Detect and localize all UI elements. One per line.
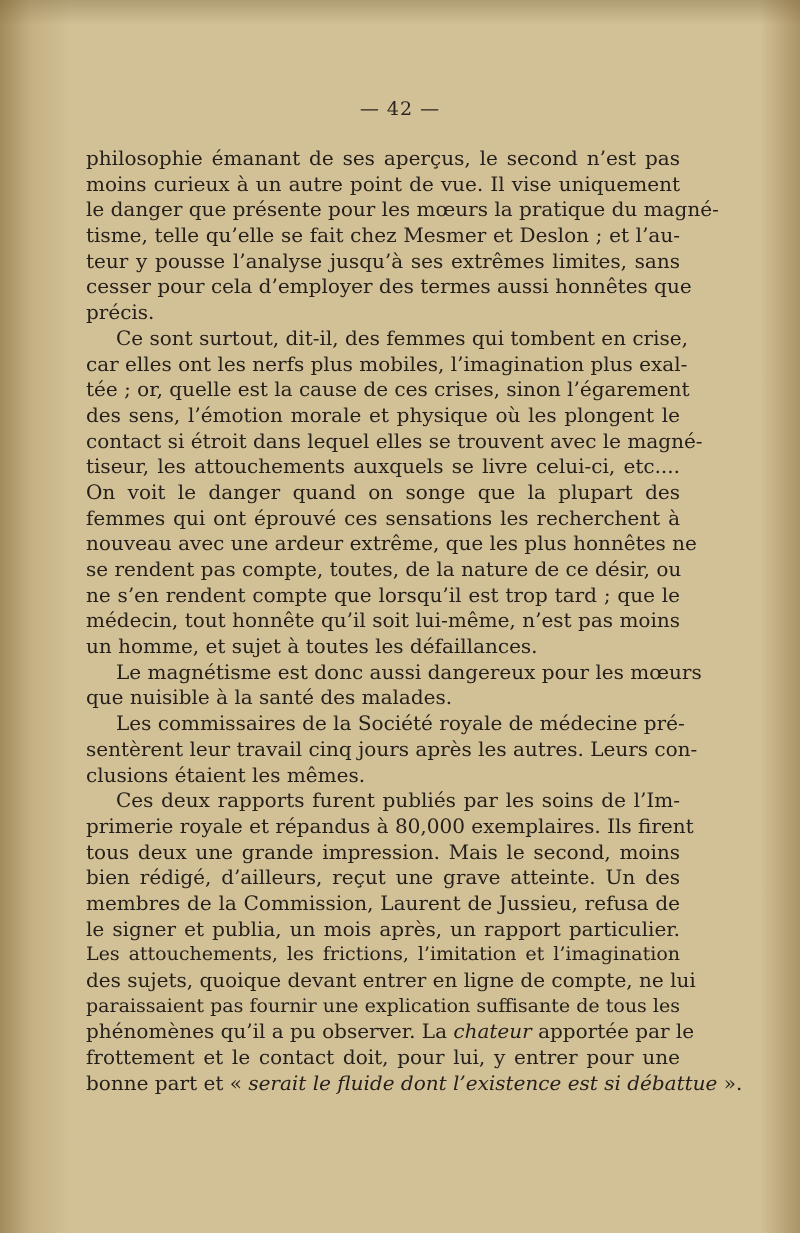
- text-line: tisme, telle qu’elle se fait chez Mesmer et Deslon ; et l’au-: [86, 223, 680, 248]
- text-line: cesser pour cela d’employer des termes aussi honnêtes que: [86, 274, 692, 299]
- text-line: le signer et publia, un mois après, un rapport particulier.: [86, 916, 680, 941]
- text-line: moins curieux à un autre point de vue. Il vise uniquement: [86, 171, 680, 196]
- text-line-start: bonne part et «: [86, 1070, 242, 1095]
- text-line: philosophie émanant de ses aperçus, le second n’est pas: [86, 146, 680, 170]
- text-line: précis.: [86, 300, 155, 325]
- text-line: nouveau avec une ardeur extrême, que les plus honnêtes ne: [86, 531, 697, 556]
- text-line: Le magnétisme est donc aussi dangereux pour les mœurs: [116, 659, 702, 684]
- italic-term: chateur: [453, 1019, 532, 1044]
- text-line-end: ».: [723, 1070, 743, 1095]
- text-line: un homme, et sujet à toutes les défaillances.: [86, 634, 538, 659]
- text-line: ne s’en rendent compte que lorsqu’il est trop tard ; que le: [86, 582, 680, 607]
- text-line-start: phénomènes qu’il a pu observer. La: [86, 1019, 448, 1044]
- text-line: des sens, l’émotion morale et physique où les plongent le: [86, 402, 680, 427]
- text-line: [86, 1019, 695, 1045]
- text-line: [86, 1070, 743, 1097]
- text-line: Ces deux rapports furent publiés par les soins de l’Im-: [116, 788, 680, 813]
- text-line: contact si étroit dans lequel elles se trouvent avec le magné-: [86, 428, 703, 453]
- text-line-end: apportée par le: [538, 1019, 695, 1044]
- text-line: le danger que présente pour les mœurs la pratique du magné-: [86, 197, 719, 222]
- text-line: primerie royale et répandus à 80,000 exemplaires. Ils firent: [86, 813, 694, 838]
- text-line: teur y pousse l’analyse jusqu’à ses extrêmes limites, sans: [86, 248, 680, 273]
- text-line: que nuisible à la santé des malades.: [86, 685, 453, 710]
- italic-quote: serait le fluide dont l’existence est si débattue: [248, 1070, 718, 1095]
- text-line: frottement et le contact doit, pour lui, y entrer pour une: [86, 1045, 680, 1070]
- text-line: Ce sont surtout, dit-il, des femmes qui tombent en crise,: [116, 325, 688, 350]
- text-line: tous deux une grande impression. Mais le second, moins: [86, 839, 680, 864]
- text-line: Les commissaires de la Société royale de médecine pré-: [116, 711, 685, 736]
- text-line: Les attouchements, les frictions, l’imitation et l’imagination: [86, 943, 680, 966]
- text-line: femmes qui ont éprouvé ces sensations les recherchent à: [86, 505, 680, 530]
- body-text: [86, 146, 743, 1096]
- page-number: — 42 —: [359, 98, 441, 120]
- text-line: tiseur, les attouchements auxquels se livre celui-ci, etc....: [86, 454, 680, 479]
- text-line: tée ; or, quelle est la cause de ces crises, sinon l’égarement: [86, 377, 690, 402]
- text-line: sentèrent leur travail cinq jours après les autres. Leurs con-: [86, 736, 698, 761]
- text-line: se rendent pas compte, toutes, de la nature de ce désir, ou: [86, 557, 682, 581]
- text-line: bien rédigé, d’ailleurs, reçut une grave atteinte. Un des: [86, 865, 680, 890]
- text-line: membres de la Commission, Laurent de Jussieu, refusa de: [86, 890, 680, 915]
- text-line: paraissaient pas fournir une explication suffisante de tous les: [86, 994, 680, 1017]
- text-line: On voit le danger quand on songe que la plupart des: [86, 479, 680, 504]
- text-line: médecin, tout honnête qu’il soit lui-même, n’est pas moins: [86, 608, 680, 633]
- text-line: des sujets, quoique devant entrer en ligne de compte, ne lui: [86, 968, 696, 992]
- text-line: clusions étaient les mêmes.: [86, 762, 366, 787]
- text-line: car elles ont les nerfs plus mobiles, l’imagination plus exal-: [86, 351, 688, 376]
